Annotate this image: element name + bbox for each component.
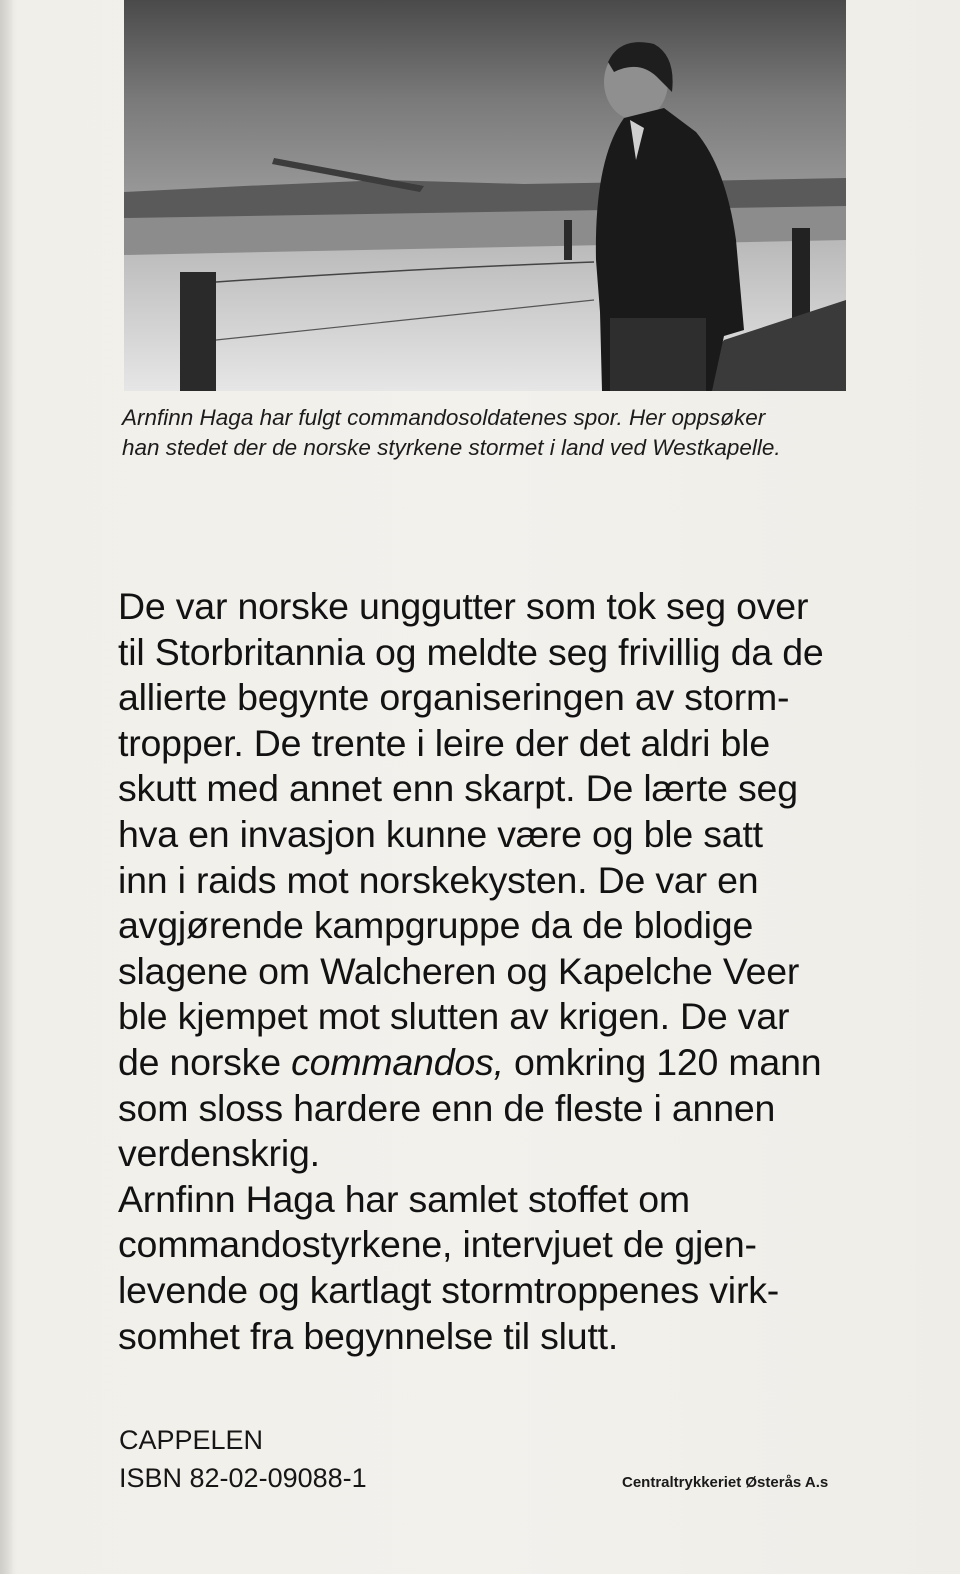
blurb-line: skutt med annet enn skarpt. De lærte seg bbox=[118, 767, 798, 810]
isbn-number: ISBN 82-02-09088-1 bbox=[119, 1463, 367, 1493]
blurb-italic-word: commandos, bbox=[291, 1040, 504, 1083]
blurb-line: tropper. De trente i leire der det aldri ble bbox=[118, 721, 770, 764]
caption-line: han stedet der de norske styrkene stormet i land ved Westkapelle. bbox=[122, 435, 781, 460]
blurb-line: De var norske unggutter som tok seg over bbox=[118, 585, 809, 627]
blurb-line: hva en invasjon kunne være og ble satt bbox=[118, 812, 763, 855]
author-photo bbox=[124, 0, 846, 391]
printer-credit: Centraltrykkeriet Østerås A.s bbox=[622, 1474, 829, 1491]
blurb-line: verdenskrig. bbox=[118, 1132, 320, 1175]
blurb-line-mixed bbox=[118, 1040, 878, 1086]
blurb-line: levende og kartlagt stormtroppenes virk- bbox=[118, 1268, 780, 1311]
blurb-line: Arnfinn Haga har samlet stoffet om bbox=[118, 1177, 690, 1220]
spine-shadow bbox=[0, 0, 14, 1574]
blurb-line: til Storbritannia og meldte seg frivillig da de bbox=[118, 630, 824, 673]
blurb-text bbox=[118, 584, 878, 1359]
blurb-line: slagene om Walcheren og Kapelche Veer bbox=[118, 949, 800, 992]
publisher-name: CAPPELEN bbox=[119, 1425, 264, 1455]
blurb-line: som sloss hardere enn de fleste i annen bbox=[118, 1086, 776, 1129]
blurb-fragment: omkring 120 mann bbox=[503, 1040, 822, 1083]
blurb-line: commandostyrkene, intervjuet de gjen- bbox=[118, 1223, 757, 1266]
blurb-line: somhet fra begynnelse til slutt. bbox=[118, 1314, 619, 1357]
blurb-fragment: de norske bbox=[118, 1040, 292, 1083]
caption-line: Arnfinn Haga har fulgt commandosoldatenes spor. Her oppsøker bbox=[122, 405, 766, 430]
photo-caption bbox=[122, 403, 862, 463]
blurb-line: allierte begynte organiseringen av storm- bbox=[118, 676, 790, 719]
blurb-line: inn i raids mot norskekysten. De var en bbox=[118, 858, 759, 901]
blurb-line: ble kjempet mot slutten av krigen. De var bbox=[118, 995, 790, 1038]
blurb-line: avgjørende kampgruppe da de blodige bbox=[118, 904, 754, 947]
